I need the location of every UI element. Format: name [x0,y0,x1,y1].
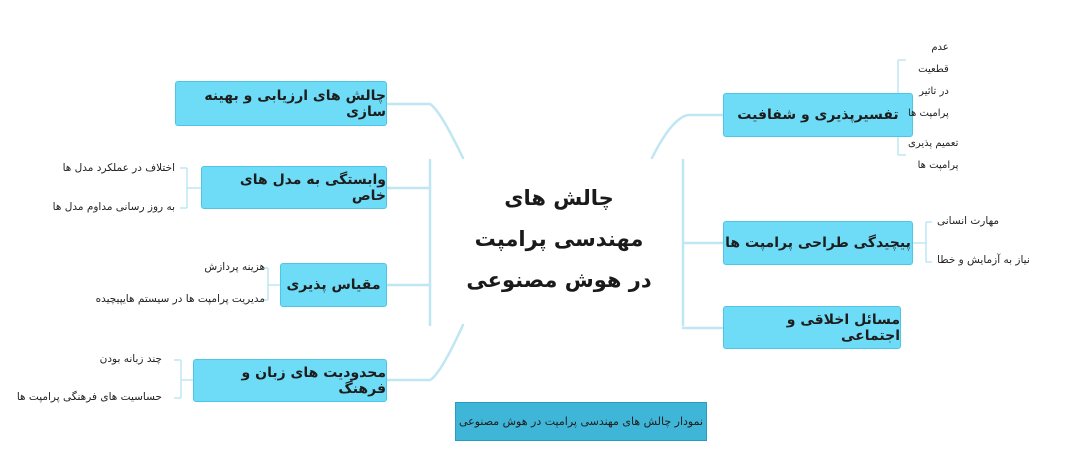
connector-evaluation [387,104,463,158]
leaf-uncertainty-line-4: پرامپت ها [908,108,949,119]
node-design-complexity[interactable] [723,221,913,265]
node-model-dependency[interactable] [201,166,387,209]
leaf-uncertainty-line-1: عدم [931,42,949,53]
leaf-trial-error: نیاز به آزمایش و خطا [937,254,1030,266]
diagram-caption-text: نمودار چالش های مهندسی پرامپت در هوش مصنوعی [458,415,704,428]
node-ethics[interactable] [723,306,901,349]
leaf-uncertainty [908,37,949,125]
node-evaluation[interactable] [175,81,387,126]
central-topic-line-1: چالش های [504,186,614,210]
node-scalability-label: مقیاس پذیری [286,277,381,293]
leaf-generalizability-line-2: پرامپت ها [917,160,959,171]
node-interpretability-label: تفسیرپذیری و شفافیت [737,107,899,123]
node-design-complexity-label: پیچیدگی طراحی پرامپت ها [725,235,911,251]
node-scalability[interactable] [280,263,387,307]
node-language-culture[interactable] [193,359,387,402]
leaf-multilingual: چند زبانه بودن [99,353,162,365]
central-topic-line-2: مهندسی پرامپت [474,227,644,251]
leaf-cultural-sensitivity: حساسیت های فرهنگی پرامپت ها [16,391,162,403]
leaf-performance-difference: اختلاف در عملکرد مدل ها [62,162,175,174]
node-interpretability[interactable] [723,93,913,137]
leaf-uncertainty-line-2: قطعیت [918,64,949,75]
connector-interpretability [652,115,723,158]
leaf-human-skill: مهارت انسانی [937,215,1000,227]
leaf-continuous-updates: به روز رسانی مداوم مدل ها [52,201,175,213]
central-topic [452,178,666,301]
leaf-generalizability-line-1: تعمیم پذیری [908,138,959,149]
connector-model-leaves [180,168,201,208]
leaf-uncertainty-line-3: در تاثیر [919,86,949,97]
connector-language-culture [387,325,463,380]
node-evaluation-label: چالش های ارزیابی و بهینه سازی [204,87,386,120]
connector-language-leaves [174,360,193,398]
node-language-culture-label: محدودیت های زبان و فرهنگ [241,364,386,397]
leaf-prompt-management: مدیریت پرامپت ها در سیستم هایپیچیده [95,293,265,305]
connector-design-leaves [913,222,932,262]
leaf-generalizability [908,133,958,177]
node-ethics-label: مسائل اخلاقی و اجتماعی [786,311,900,344]
diagram-caption-box [455,402,707,441]
leaf-processing-cost: هزینه پردازش [204,261,265,273]
node-model-dependency-label: وابستگی به مدل های خاص [239,171,386,204]
central-topic-line-3: در هوش مصنوعی [466,268,652,292]
